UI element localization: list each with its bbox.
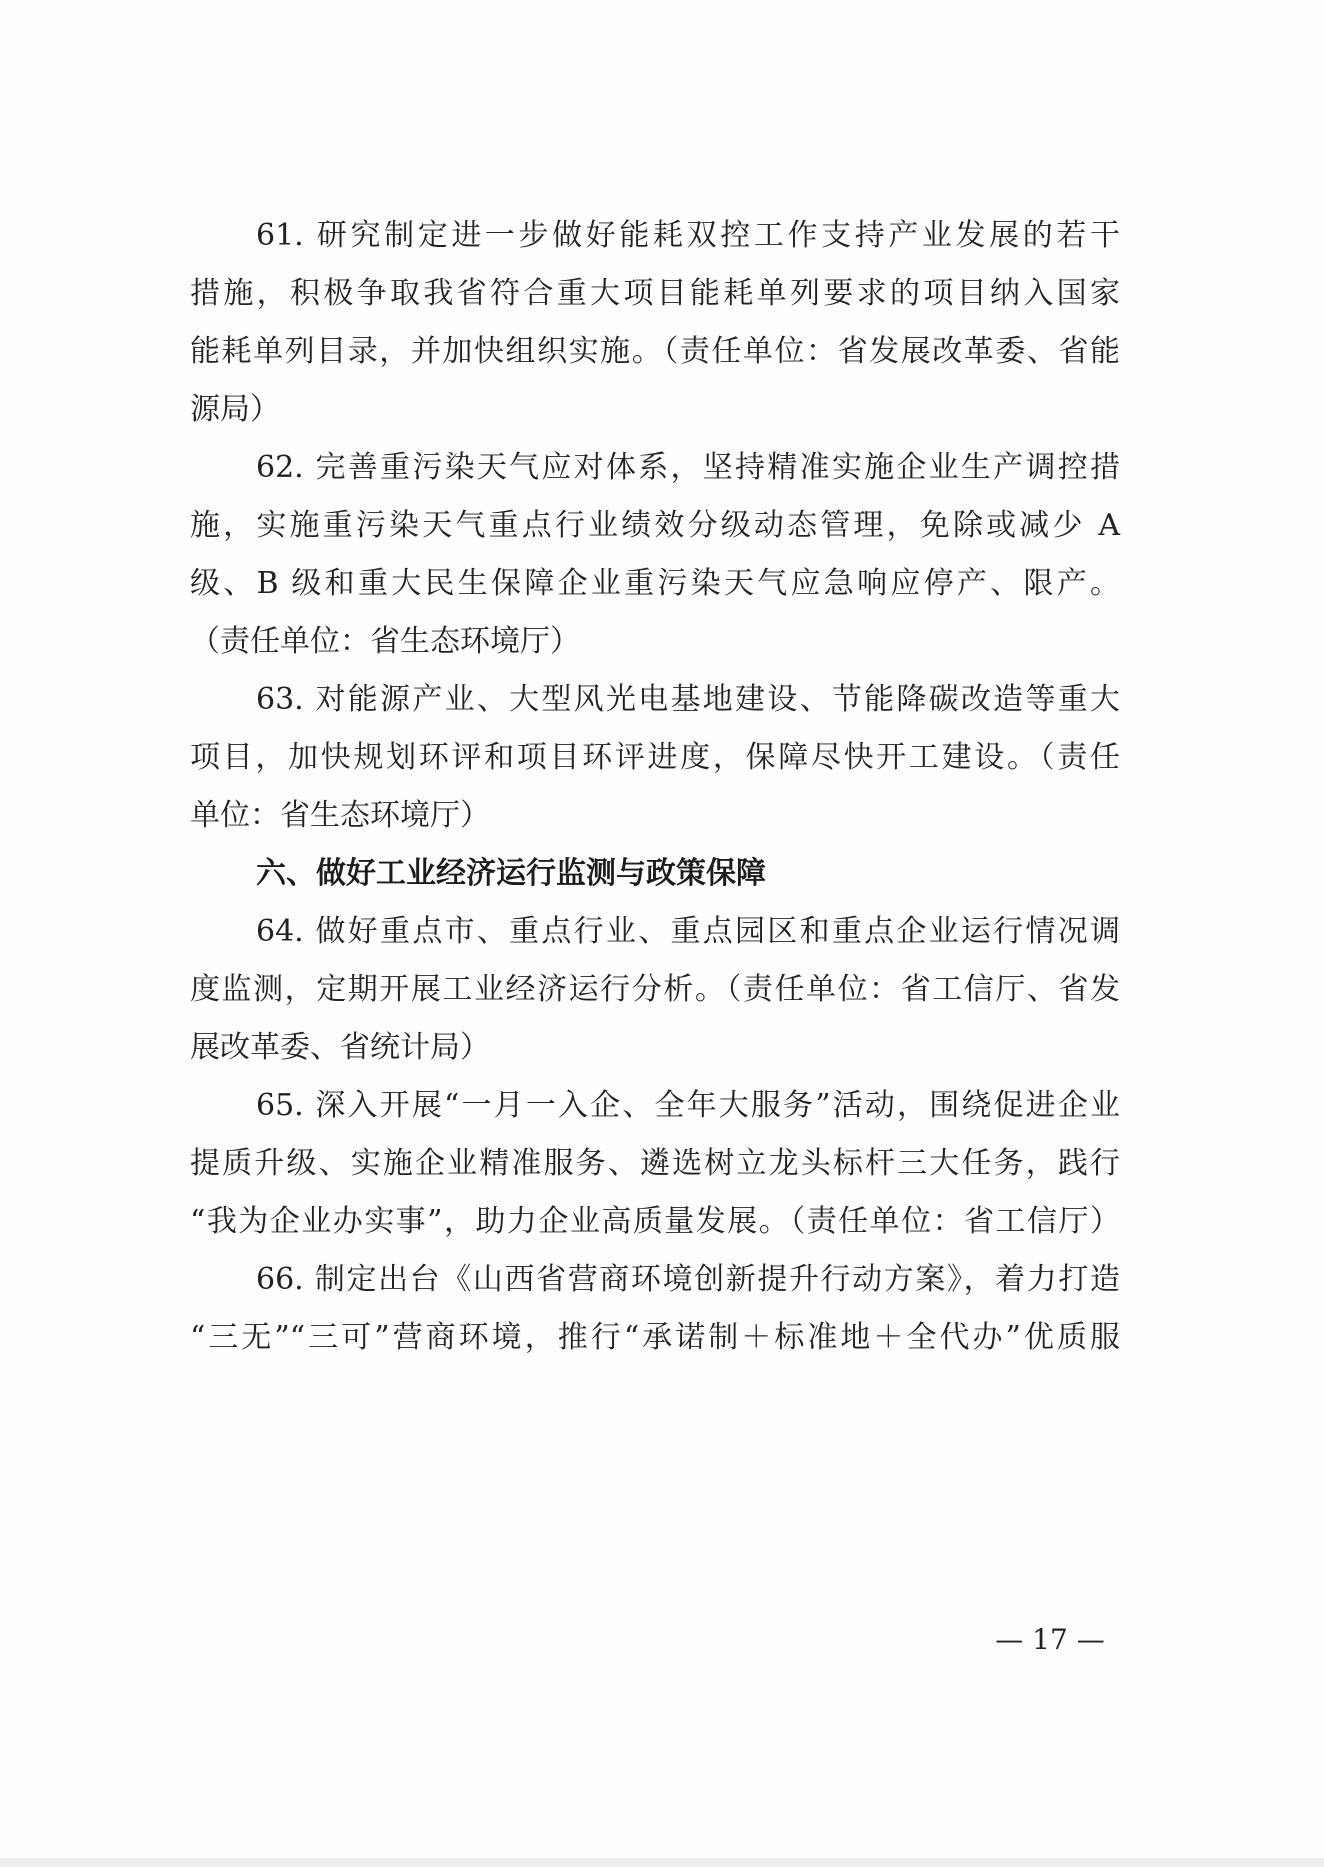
item-61-line-1: 61. 研究制定进一步做好能耗双控工作支持产业发展的若干 <box>256 218 1120 253</box>
item-63-line-3: 单位：省生态环境厅） <box>190 798 490 833</box>
item-64-line-1: 64. 做好重点市、重点行业、重点园区和重点企业运行情况调 <box>256 914 1120 949</box>
item-64-line-2: 度监测，定期开展工业经济运行分析。（责任单位：省工信厅、省发 <box>190 972 1120 1007</box>
item-61-line-3: 能耗单列目录，并加快组织实施。（责任单位：省发展改革委、省能 <box>190 334 1120 369</box>
item-62-line-4: （责任单位：省生态环境厅） <box>190 624 580 659</box>
item-63-line-2: 项目，加快规划环评和项目环评进度，保障尽快开工建设。（责任 <box>190 740 1120 775</box>
item-65-line-3: “我为企业办实事”，助力企业高质量发展。（责任单位：省工信厅） <box>190 1204 1120 1239</box>
item-65-line-1: 65. 深入开展“一月一入企、全年大服务”活动，围绕促进企业 <box>256 1088 1120 1123</box>
page-number: — 17 — <box>995 1623 1105 1656</box>
item-66-line-2: “三无”“三可”营商环境，推行“承诺制＋标准地＋全代办”优质服 <box>190 1320 1120 1355</box>
item-63-line-1: 63. 对能源产业、大型风光电基地建设、节能降碳改造等重大 <box>256 682 1120 717</box>
section-heading: 六、做好工业经济运行监测与政策保障 <box>256 856 766 891</box>
item-66-line-1: 66. 制定出台《山西省营商环境创新提升行动方案》，着力打造 <box>256 1262 1120 1297</box>
scan-bottom-edge <box>0 1858 1324 1867</box>
item-65-line-2: 提质升级、实施企业精准服务、遴选树立龙头标杆三大任务，践行 <box>190 1146 1120 1181</box>
item-62-line-3: 级、B 级和重大民生保障企业重污染天气应急响应停产、限产。 <box>190 566 1120 601</box>
item-61-line-2: 措施，积极争取我省符合重大项目能耗单列要求的项目纳入国家 <box>190 276 1120 311</box>
item-61-line-4: 源局） <box>190 392 280 427</box>
item-64-line-3: 展改革委、省统计局） <box>190 1030 490 1065</box>
item-62-line-2: 施，实施重污染天气重点行业绩效分级动态管理，免除或减少 A <box>190 508 1120 543</box>
item-62-line-1: 62. 完善重污染天气应对体系，坚持精准实施企业生产调控措 <box>256 450 1120 485</box>
